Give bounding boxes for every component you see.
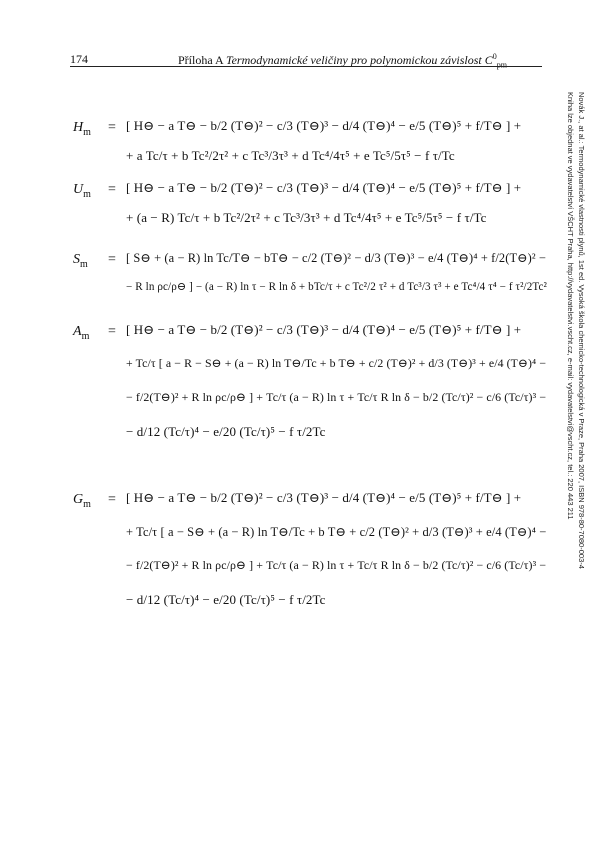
- equation-line: − d/12 (Tc/τ)⁴ − e/20 (Tc/τ)⁵ − f τ/2Tc: [126, 592, 326, 607]
- equation-label-h: [73, 120, 91, 138]
- running-title-sup: 0: [492, 52, 497, 61]
- equation-line: [ H⊖ − a T⊖ − b/2 (T⊖)² − c/3 (T⊖)³ − d/4 (T⊖)⁴ − e/5 (T⊖)⁵ + f/T⊖ ] +: [126, 490, 522, 505]
- equation-symbol: S: [73, 252, 80, 267]
- equation-line: − R ln ρc/ρ⊖ ] − (a − R) ln τ − R ln δ + bTc/τ + c Tc²/2 τ² + d Tc³/3 τ³ + e Tc⁴/4 τ⁴ − f τ²/2Tc²: [126, 281, 547, 293]
- equals-sign: =: [108, 252, 116, 267]
- equation-line: + a Tc/τ + b Tc²/2τ² + c Tc³/3τ³ + d Tc⁴/4τ⁵ + e Tc⁵/5τ⁵ − f τ/Tc: [126, 148, 455, 163]
- equation-symbol: G: [73, 492, 84, 507]
- page-number: 174: [70, 52, 88, 66]
- equation-subscript: m: [81, 330, 90, 342]
- page-header: [0, 0, 600, 80]
- equation-label-g: [73, 492, 91, 510]
- header-rule: [70, 66, 542, 67]
- equation-label-s: [73, 252, 88, 270]
- equation-line: + Tc/τ [ a − R − S⊖ + (a − R) ln T⊖/Tc + b T⊖ + c/2 (T⊖)² + d/3 (T⊖)³ + e/4 (T⊖)⁴ −: [126, 356, 547, 370]
- equation-line: + (a − R) Tc/τ + b Tc²/2τ² + c Tc³/3τ³ + d Tc⁴/4τ⁵ + e Tc⁵/5τ⁵ − f τ/Tc: [126, 210, 487, 225]
- equation-label-a: [73, 324, 89, 342]
- equation-line: [ H⊖ − a T⊖ − b/2 (T⊖)² − c/3 (T⊖)³ − d/4 (T⊖)⁴ − e/5 (T⊖)⁵ + f/T⊖ ] +: [126, 322, 522, 337]
- running-title-prefix: Příloha A: [178, 53, 224, 67]
- equation-symbol: U: [73, 182, 84, 197]
- equals-sign: =: [108, 324, 116, 339]
- side-citation: [565, 92, 587, 692]
- equation-subscript: m: [83, 498, 91, 510]
- equation-line: [ H⊖ − a T⊖ − b/2 (T⊖)² − c/3 (T⊖)³ − d/4 (T⊖)⁴ − e/5 (T⊖)⁵ + f/T⊖ ] +: [126, 118, 522, 133]
- equation-line: − d/12 (Tc/τ)⁴ − e/20 (Tc/τ)⁵ − f τ/2Tc: [126, 424, 326, 439]
- equation-subscript: m: [83, 188, 91, 200]
- equation-symbol: H: [73, 120, 84, 135]
- equation-subscript: m: [83, 126, 91, 138]
- side-citation-line-2: Kniha lze objednat ve vydavatelství VŠCHT Praha, http://vydavatelstvi.vscht.cz, e-mail: vydavatelstvi@vscht.cz, tel.: 220 443 211: [566, 92, 575, 520]
- equation-subscript: m: [80, 258, 88, 270]
- running-title-italic: Termodynamické veličiny pro polynomickou závislost C: [226, 53, 493, 67]
- side-citation-line-1: Novák J., at al.: Termodynamické vlastnosti plynů, 1st ed. Vysoká škola chemicko-technologická v Praze, Praha 2007, ISBN 978-80-7080-003-4: [577, 92, 586, 569]
- equation-line: − f/2(T⊖)² + R ln ρc/ρ⊖ ] + Tc/τ (a − R) ln τ + Tc/τ R ln δ − b/2 (Tc/τ)² − c/6 (Tc/τ)³ −: [126, 558, 547, 572]
- equals-sign: =: [108, 182, 116, 197]
- equals-sign: =: [108, 120, 116, 135]
- equation-line: + Tc/τ [ a − S⊖ + (a − R) ln T⊖/Tc + b T⊖ + c/2 (T⊖)² + d/3 (T⊖)³ + e/4 (T⊖)⁴ −: [126, 525, 547, 539]
- equation-label-u: [73, 182, 91, 200]
- equation-line: − f/2(T⊖)² + R ln ρc/ρ⊖ ] + Tc/τ (a − R) ln τ + Tc/τ R ln δ − b/2 (Tc/τ)² − c/6 (Tc/τ)³ −: [126, 390, 547, 404]
- equation-line: [ H⊖ − a T⊖ − b/2 (T⊖)² − c/3 (T⊖)³ − d/4 (T⊖)⁴ − e/5 (T⊖)⁵ + f/T⊖ ] +: [126, 180, 522, 195]
- equation-line: [ S⊖ + (a − R) ln Tc/T⊖ − bT⊖ − c/2 (T⊖)² − d/3 (T⊖)³ − e/4 (T⊖)⁴ + f/2(T⊖)² −: [126, 251, 546, 265]
- equals-sign: =: [108, 492, 116, 507]
- running-title-sub: pm: [496, 60, 507, 70]
- equation-symbol: A: [73, 324, 82, 339]
